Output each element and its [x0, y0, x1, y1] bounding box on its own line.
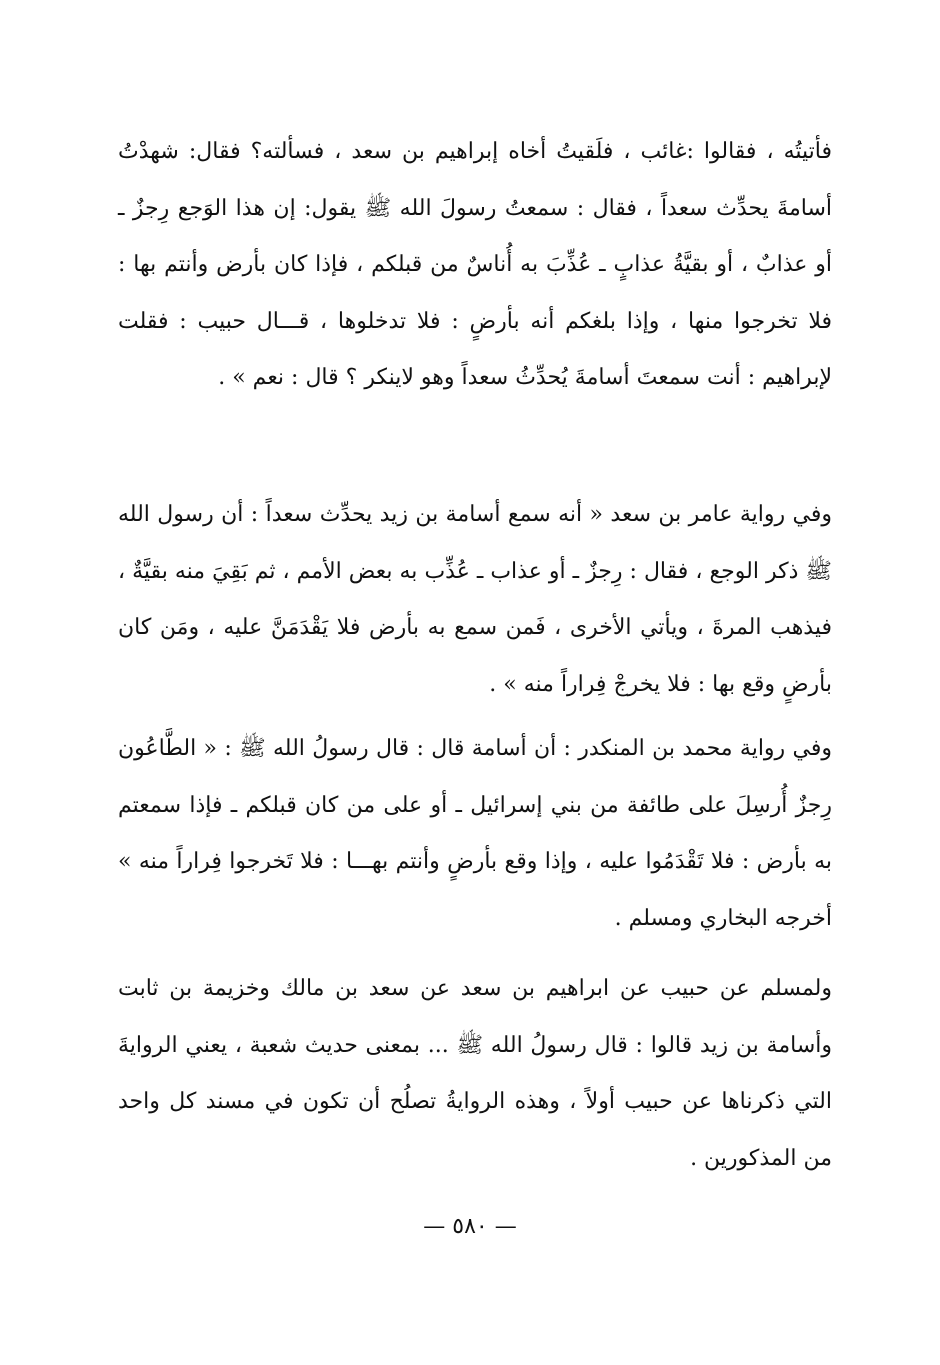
- paragraph-4: [118, 961, 832, 1187]
- paragraph-text: فأتيتُه ، فقالوا :غائب ، فلَقيتُ أخاه إبراهيم بن سعد ، فسألته؟ فقال: شهدْتُ أسامةَ يحدِّث سعداً ، فقال : سمعتُ رسولَ الله ﷺ يقول: إن هذا الوَجع رِجزٌ ـ أو عذابٌ ، أو بقيَّةُ عذابٍ ـ عُذِّبَ به أُناسٌ من قبلكم ، فإذا كان بأرض وأنتم بها : فلا تخرجوا منها ، وإذا بلغكم أنه بأرضٍ : فلا تدخلوها ، قـــال حبيب : فقلت لإبراهيم : أنت سمعتَ أسامةَ يُحدِّثُ سعداً وهو لاينكر ؟ قال : نعم » .: [118, 139, 832, 390]
- page-number: — ٥٨٠ —: [423, 1214, 517, 1239]
- paragraph-3: [118, 721, 832, 947]
- paragraph-2: [118, 487, 832, 713]
- paragraph-text: وفي رواية عامر بن سعد « أنه سمع أسامة بن زيد يحدِّث سعداً : أن رسول الله ﷺ ذكر الوجع ، فقال : رِجزٌ ـ أو عذاب ـ عُذِّب به بعض الأمم ، ثم بَقِيَ منه بقيَّةٌ ، فيذهب المرةَ ، ويأتي الأخرى ، فَمن سمع به بأرض فلا يَقْدَمَنَّ عليه ، ومَن كان بأرضٍ وقع بها : فلا يخرجْ فِراراً منه » .: [118, 502, 832, 697]
- paragraph-text: ولمسلم عن حبيب عن ابراهيم بن سعد عن سعد بن مالك وخزيمة بن ثابت وأسامة بن زيد قالوا : قال رسولُ الله ﷺ ... بمعنى حديث شعبة ، يعني الروايةَ التي ذكرناها عن حبيب أولاً ، وهذه الروايةُ تصلُح أن تكون في مسند كل واحد من المذكورين .: [118, 976, 832, 1171]
- paragraph-text: وفي رواية محمد بن المنكدر : أن أسامة قال : قال رسولُ الله ﷺ : « الطَّاعُون رِجزٌ أُرسِلَ على طائفة من بني إسرائيل ـ أو على من كان قبلكم ـ فإذا سمعتم به بأرض : فلا تَقْدَمُوا عليه ، وإذا وقع بأرضٍ وأنتم بهـــا : فلا تَخرجوا فِراراً منه » أخرجه البخاري ومسلم .: [118, 736, 832, 931]
- paragraph-1: [118, 124, 832, 407]
